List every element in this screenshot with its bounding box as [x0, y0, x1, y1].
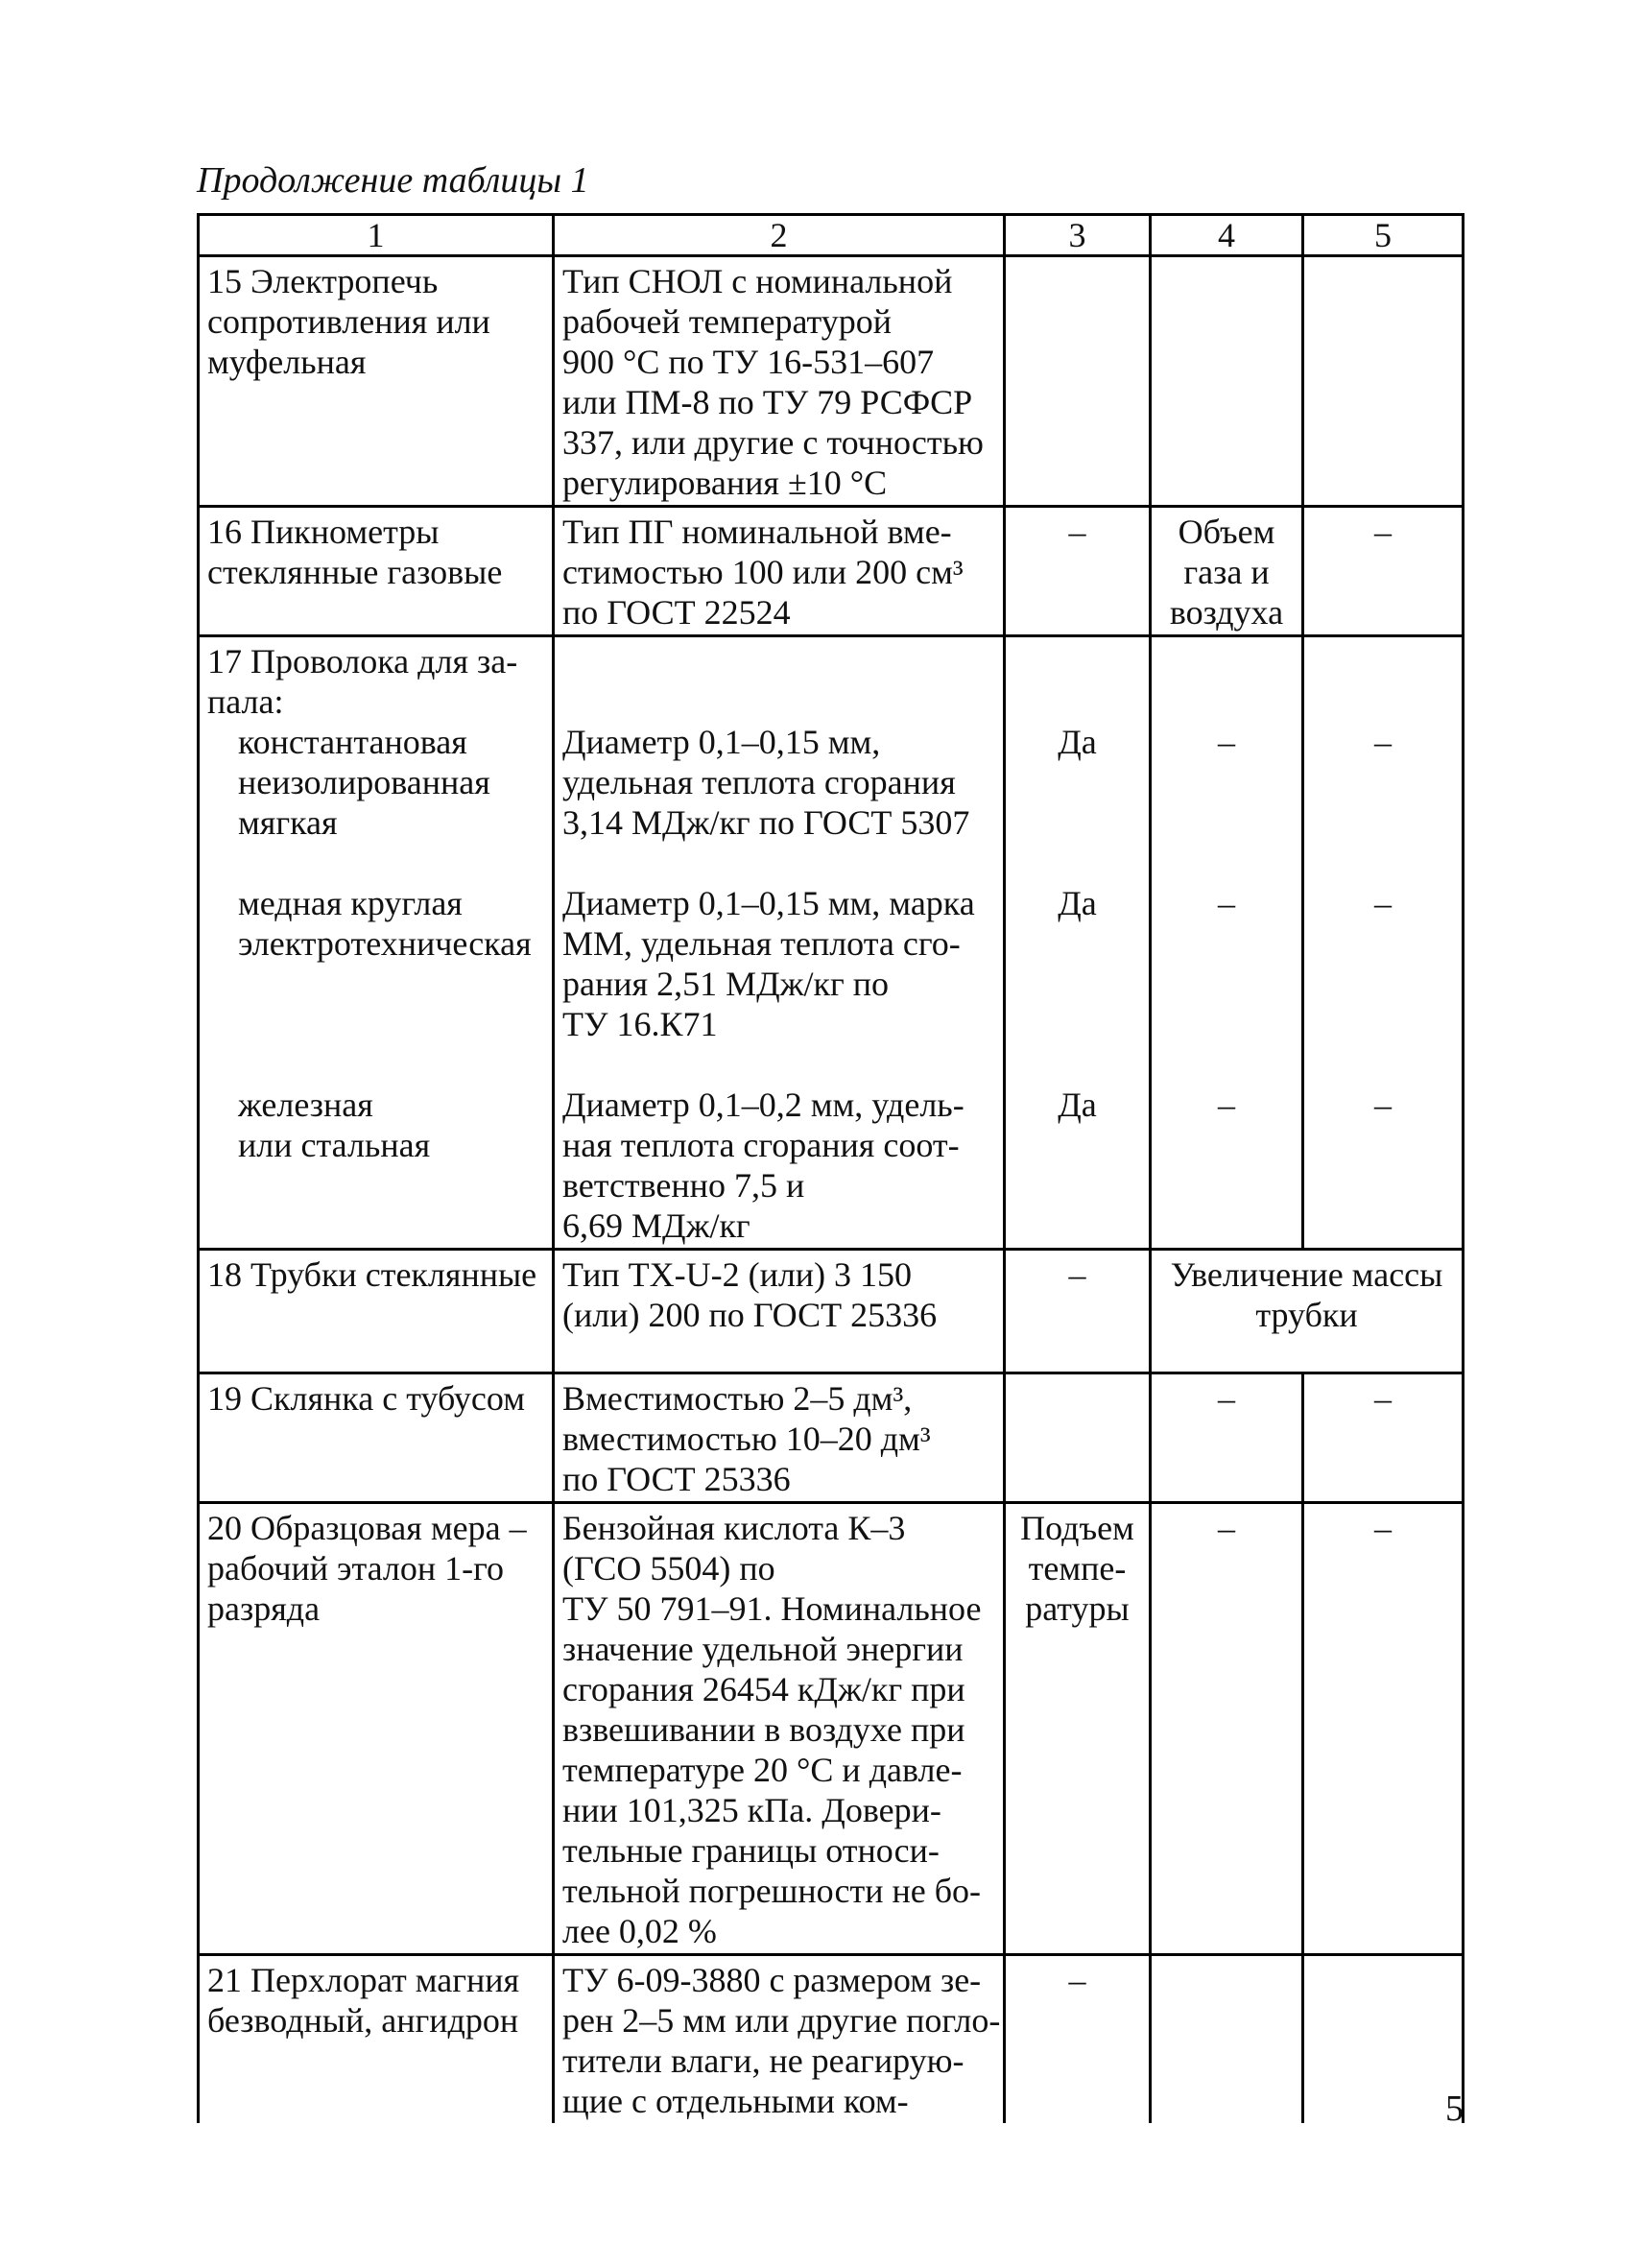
table-row — [199, 507, 1464, 636]
row-18-name: 18 Трубки стеклянные — [199, 1250, 554, 1373]
table-row — [199, 1250, 1464, 1373]
row-17-col3: Да Да Да — [1005, 636, 1151, 1250]
row-15-col5 — [1303, 256, 1464, 507]
row-20-col5: – — [1303, 1503, 1464, 1955]
row-16-col3: – — [1005, 507, 1151, 636]
row-15-col4 — [1151, 256, 1303, 507]
row-17-col5: – – – — [1303, 636, 1464, 1250]
row-19-name: 19 Склянка с тубусом — [199, 1373, 554, 1503]
row-21-name: 21 Перхлорат магния безводный, ангидрон — [199, 1955, 554, 2124]
table-row — [199, 636, 1464, 1250]
row-16-col4: Объем газа и воздуха — [1151, 507, 1303, 636]
row-20-col3: Подъем темпе- ратуры — [1005, 1503, 1151, 1955]
row-19-col5: – — [1303, 1373, 1464, 1503]
table-row — [199, 256, 1464, 507]
row-21-col3: – — [1005, 1955, 1151, 2124]
header-cell-3: 3 — [1005, 215, 1151, 256]
row-19-spec: Вместимостью 2–5 дм³, вместимостью 10–20 дм³ по ГОСТ 25336 — [554, 1373, 1005, 1503]
row-21-col5 — [1303, 1955, 1464, 2124]
row-18-spec: Тип ТХ-U-2 (или) 3 150 (или) 200 по ГОСТ 25336 — [554, 1250, 1005, 1373]
row-16-spec: Тип ПГ номинальной вме- стимостью 100 или 200 см³ по ГОСТ 22524 — [554, 507, 1005, 636]
header-cell-4: 4 — [1151, 215, 1303, 256]
table-row — [199, 1955, 1464, 2124]
row-19-col3 — [1005, 1373, 1151, 1503]
row-16-name: 16 Пикнометры стеклянные газовые — [199, 507, 554, 636]
row-15-spec: Тип СНОЛ с номинальной рабочей температурой 900 °С по ТУ 16-531–607 или ПМ-8 по ТУ 79 РСФСР 337, или другие с точностью регулирования ±10 °С — [554, 256, 1005, 507]
row-15-name: 15 Электропечь сопротивления или муфельная — [199, 256, 554, 507]
header-cell-1: 1 — [199, 215, 554, 256]
table-row — [199, 1503, 1464, 1955]
row-20-name: 20 Образцовая мера – рабочий эталон 1-го разряда — [199, 1503, 554, 1955]
header-cell-2: 2 — [554, 215, 1005, 256]
table-row — [199, 1373, 1464, 1503]
row-21-col4 — [1151, 1955, 1303, 2124]
row-17-spec: Диаметр 0,1–0,15 мм, удельная теплота сгорания 3,14 МДж/кг по ГОСТ 5307 Диаметр 0,1–0,15 мм, марка ММ, удельная теплота сго- рания 2,51 МДж/кг по ТУ 16.К71 Диаметр 0,1–0,2 мм, удель- ная теплота сгорания соот- ветственно 7,5 и 6,69 МДж/кг — [554, 636, 1005, 1250]
row-16-col5: – — [1303, 507, 1464, 636]
row-21-spec: ТУ 6-09-3880 с размером зе- рен 2–5 мм или другие погло- тители влаги, не реагирую- щие с отдельными ком- — [554, 1955, 1005, 2124]
header-row — [199, 215, 1464, 256]
row-18-col3: – — [1005, 1250, 1151, 1373]
row-15-col3 — [1005, 256, 1151, 507]
header-cell-5: 5 — [1303, 215, 1464, 256]
row-20-col4: – — [1151, 1503, 1303, 1955]
table-caption: Продолжение таблицы 1 — [197, 160, 589, 201]
row-19-col4: – — [1151, 1373, 1303, 1503]
row-17-name: 17 Проволока для за- пала: константановая неизолированная мягкая медная круглая электротехническая железная или стальная — [199, 636, 554, 1250]
row-17-col4: – – – — [1151, 636, 1303, 1250]
specification-table — [197, 213, 1464, 2123]
row-20-spec: Бензойная кислота К–3 (ГСО 5504) по ТУ 50 791–91. Номинальное значение удельной энергии сгорания 26454 кДж/кг при взвешивании в воздухе при температуре 20 °С и давле- нии 101,325 кПа. Довери- тельные границы относи- тельной погрешности не бо- лее 0,02 % — [554, 1503, 1005, 1955]
row-18-col45: Увеличение массы трубки — [1151, 1250, 1464, 1373]
page-number: 5 — [1445, 2089, 1464, 2129]
